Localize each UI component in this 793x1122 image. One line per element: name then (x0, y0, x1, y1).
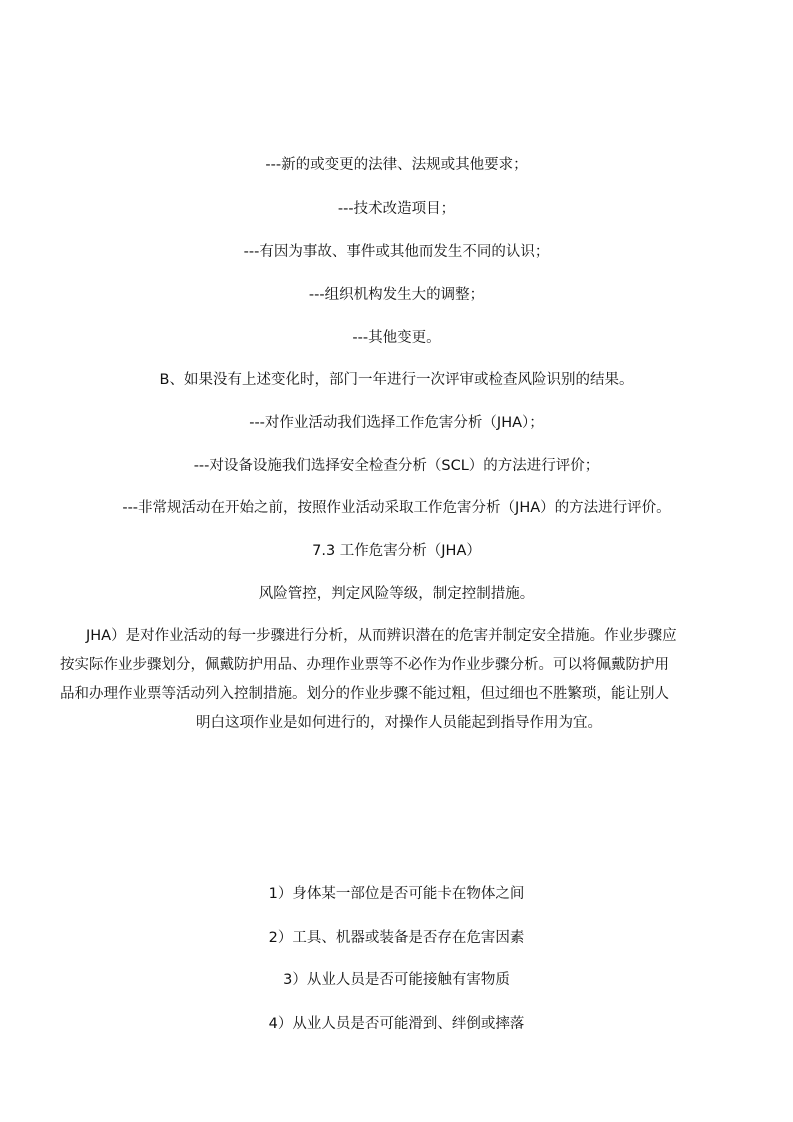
annual-review-note: B、如果没有上述变化时，部门一年进行一次评审或检查风险识别的结果。 (159, 372, 634, 388)
dash-item-org-adjustment: ---组织机构发生大的调整； (308, 287, 485, 303)
list-item: 1）身体某一部位是否可能卡在物体之间 (268, 886, 525, 902)
list-item: 2）工具、机器或装备是否存在危害因素 (268, 930, 525, 946)
paragraph-line: 明白这项作业是如何进行的，对操作人员能起到指导作用为宜。 (196, 715, 602, 731)
risk-control-line: 风险管控，判定风险等级，制定控制措施。 (258, 586, 535, 602)
dash-item-jha-activities: ---对作业活动我们选择工作危害分析（JHA）； (249, 415, 544, 431)
dash-item-scl-equipment: ---对设备设施我们选择安全检查分析（SCL）的方法进行评价； (193, 458, 600, 474)
dash-item-new-laws: ---新的或变更的法律、法规或其他要求； (265, 157, 528, 173)
paragraph-line: 按实际作业步骤划分，佩戴防护用品、办理作业票等不必作为作业步骤分析。可以将佩戴防护用 (60, 657, 669, 673)
dash-item-nonroutine-jha: ---非常规活动在开始之前，按照作业活动采取工作危害分析（JHA）的方法进行评价。 (122, 500, 671, 516)
jha-description-paragraph (60, 622, 738, 738)
list-item: 4）从业人员是否可能滑到、绊倒或摔落 (268, 1016, 525, 1032)
paragraph-line: JHA）是对作业活动的每一步骤进行分析，从而辨识潜在的危害并制定安全措施。作业步骤应 (86, 628, 677, 644)
dash-item-tech-reform: ---技术改造项目； (337, 201, 456, 217)
section-heading: 7.3 工作危害分析（JHA） (312, 543, 481, 559)
paragraph-line: 品和办理作业票等活动列入控制措施。划分的作业步骤不能过粗，但过细也不胜繁琐，能让别人 (60, 686, 669, 702)
dash-item-other-changes: ---其他变更。 (352, 330, 441, 346)
dash-item-incident-recognition: ---有因为事故、事件或其他而发生不同的认识； (243, 244, 550, 260)
list-item: 3）从业人员是否可能接触有害物质 (283, 972, 510, 988)
